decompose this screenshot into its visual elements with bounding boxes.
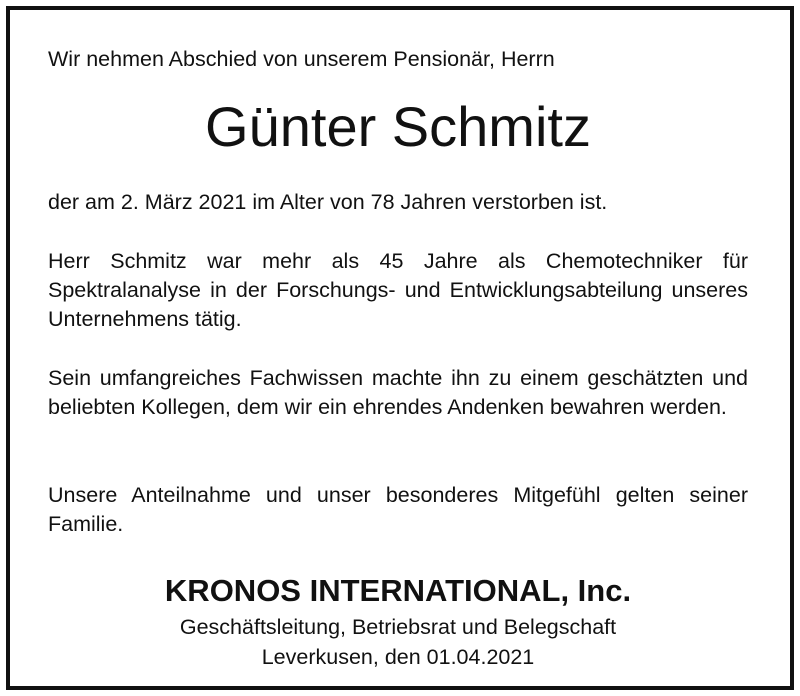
signatories-line: Geschäftsleitung, Betriebsrat und Belegschaft [179, 615, 617, 639]
condolence-paragraph: Unsere Anteilnahme und unser besonderes Mitgefühl gelten seiner Familie. [48, 483, 748, 536]
tribute-paragraph: Sein umfangreiches Fachwissen machte ihn zu einem geschätzten und beliebten Kollegen, dem wir ein ehrendes Andenken bewahren werden. [48, 366, 748, 419]
obituary-notice [6, 6, 794, 690]
notice-content [48, 10, 748, 686]
intro-line: Wir nehmen Abschied von unserem Pensionär, Herrn [48, 47, 555, 71]
death-line: der am 2. März 2021 im Alter von 78 Jahren verstorben ist. [48, 190, 608, 214]
career-paragraph: Herr Schmitz war mehr als 45 Jahre als Chemotechniker für Spektralanalyse in der Forschungs- und Entwicklungsabteilung unseres Unternehmens tätig. [48, 249, 748, 331]
deceased-name: Günter Schmitz [205, 95, 591, 158]
place-date-line: Leverkusen, den 01.04.2021 [261, 645, 535, 669]
company-name: KRONOS INTERNATIONAL, Inc. [164, 573, 632, 608]
